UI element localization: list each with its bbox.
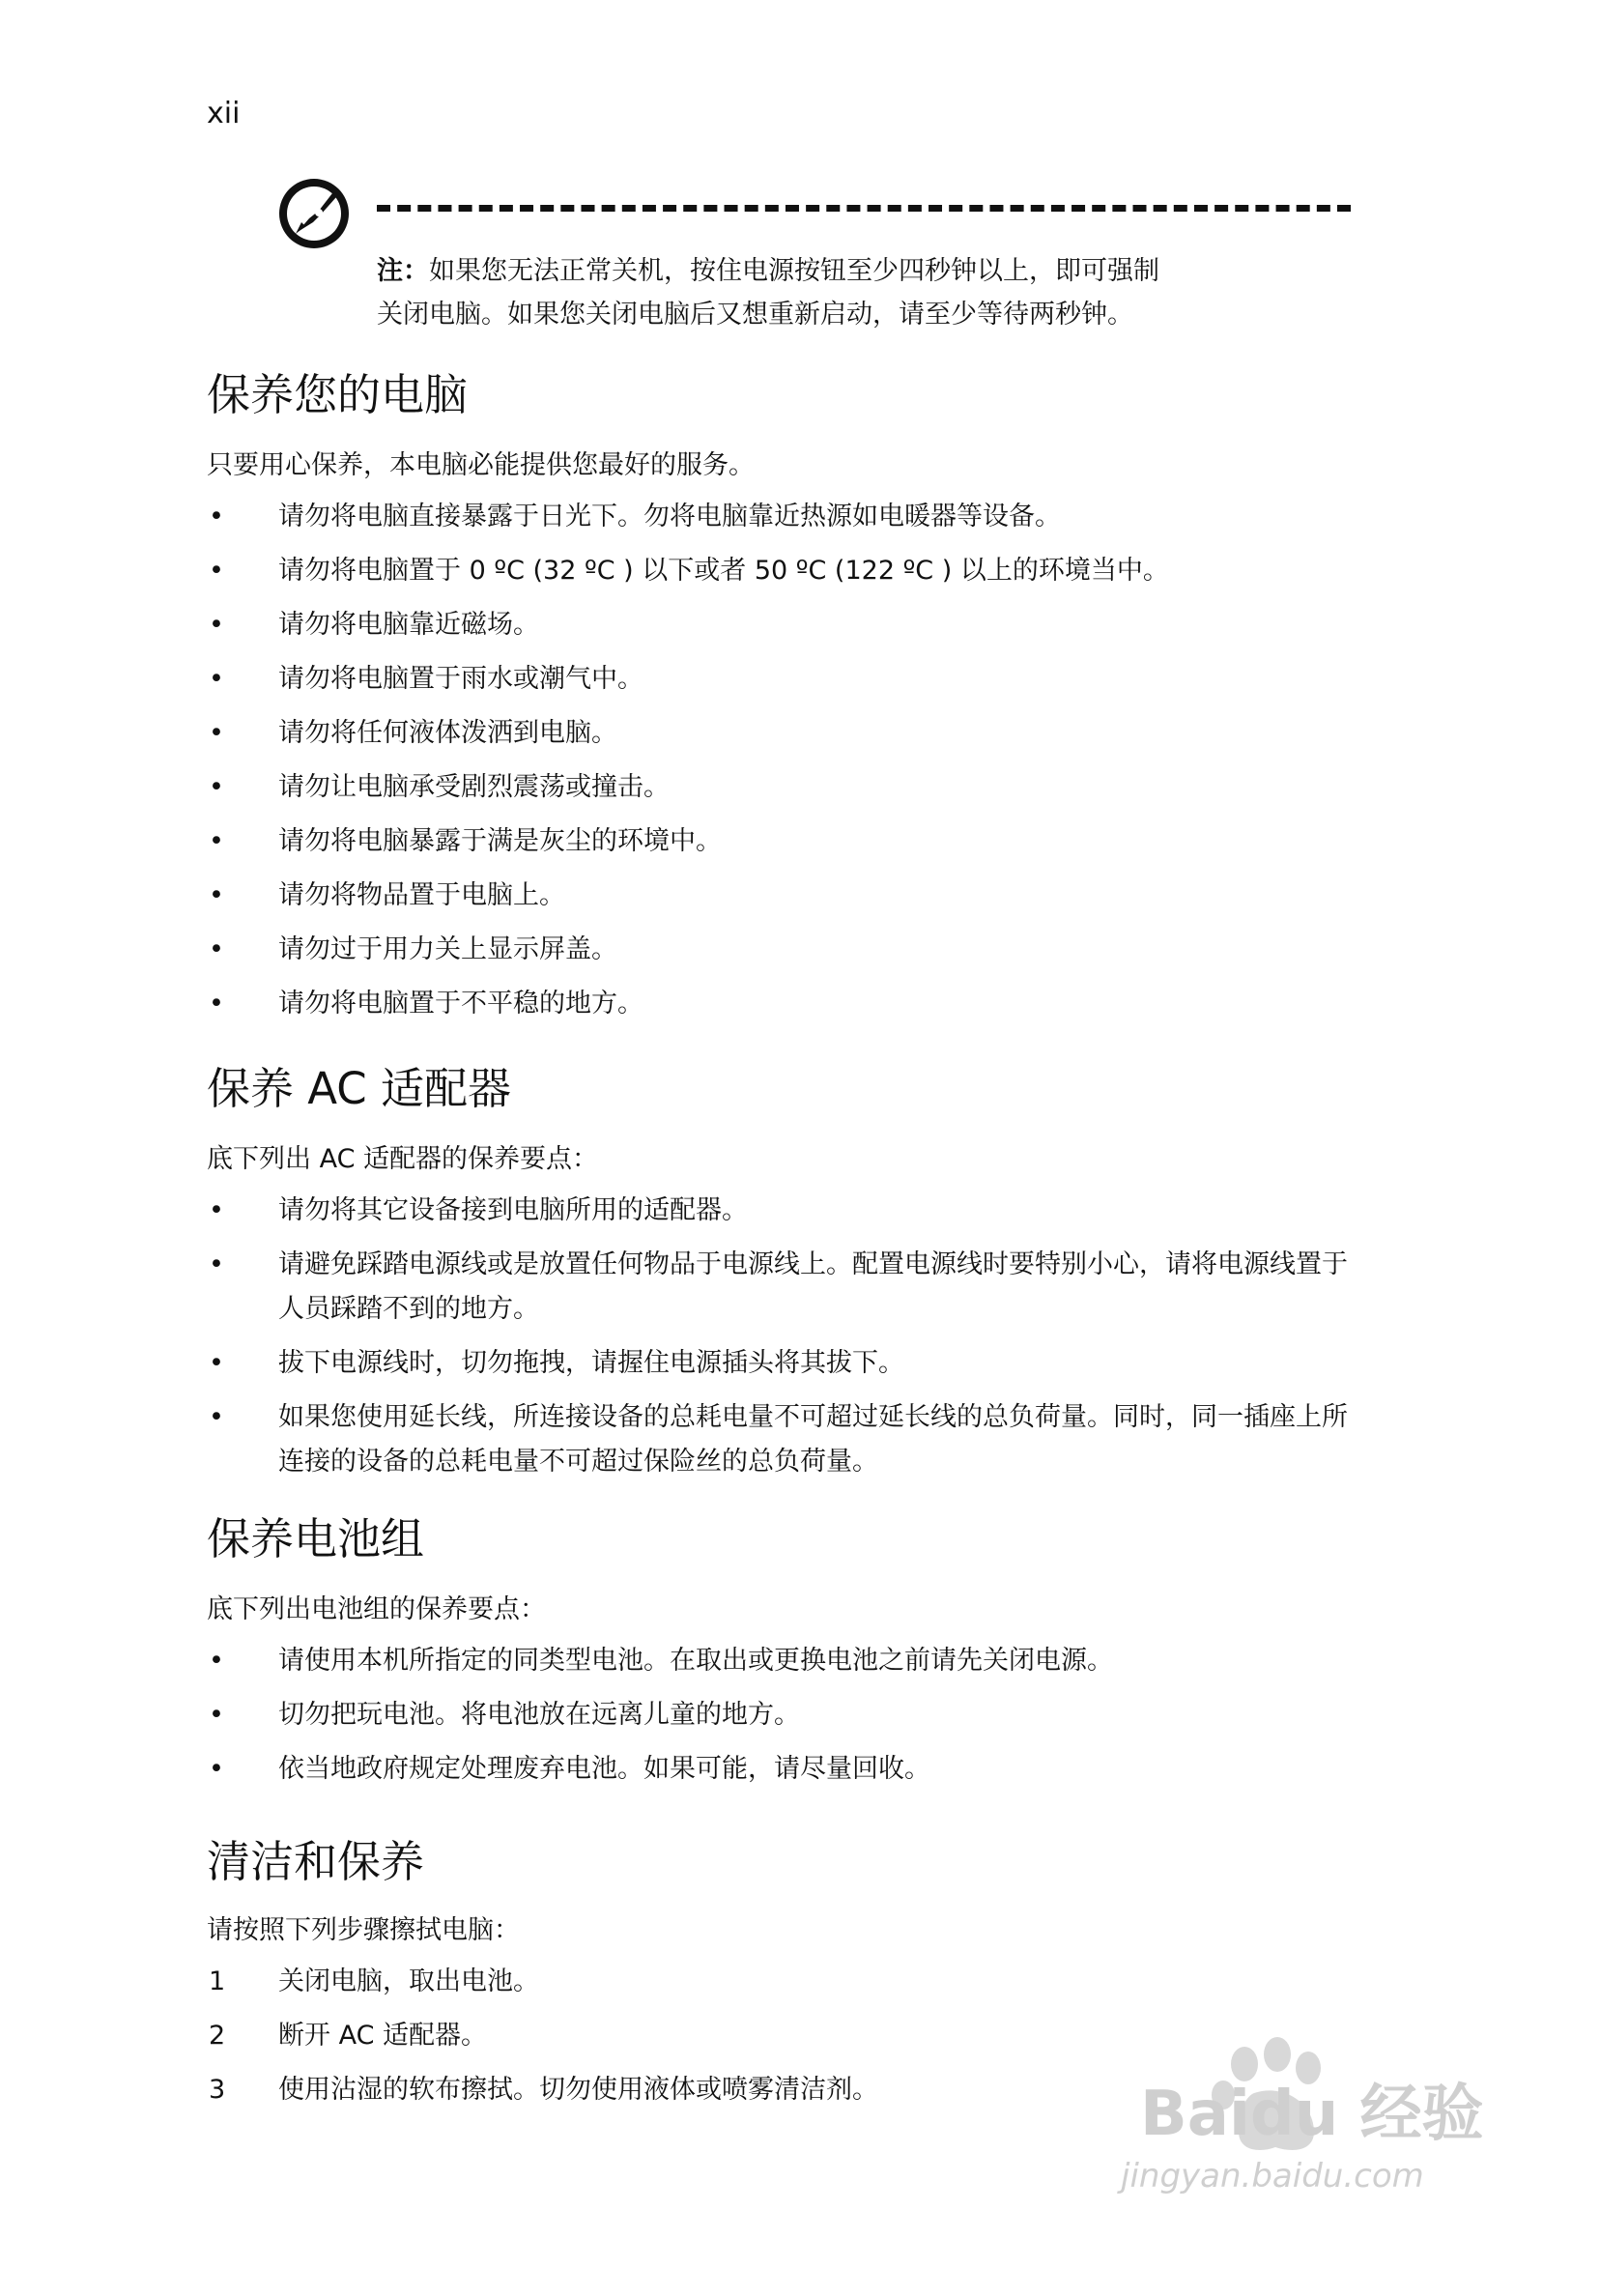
bullet-icon: • <box>209 826 224 856</box>
note-line-2: 关闭电脑。如果您关闭电脑后又想重新启动，请至少等待两秒钟。 <box>377 300 1133 330</box>
step-number: 1 <box>209 1966 226 1996</box>
note-divider <box>377 205 1351 212</box>
list-item <box>207 819 1366 864</box>
step-number: 3 <box>209 2075 226 2105</box>
section-title: 保养 AC 适配器 <box>207 1063 512 1114</box>
list-item <box>207 874 1366 918</box>
care-battery-list <box>207 1639 1366 1801</box>
section-intro: 底下列出 AC 适配器的保养要点： <box>207 1144 599 1174</box>
bullet-icon: • <box>209 1195 224 1225</box>
section-title: 保养您的电脑 <box>207 369 469 420</box>
list-item-text: 请勿过于用力关上显示屏盖。 <box>278 934 617 964</box>
step-text: 使用沾湿的软布擦拭。切勿使用液体或喷雾清洁剂。 <box>278 2075 878 2105</box>
list-item <box>207 1639 1366 1683</box>
list-item <box>207 603 1366 647</box>
list-item-text: 请勿将电脑置于雨水或潮气中。 <box>278 664 643 694</box>
note-block <box>377 249 1159 336</box>
bullet-icon: • <box>209 880 224 910</box>
list-item-text: 请避免踩踏电源线或是放置任何物品于电源线上。配置电源线时要特别小心，请将电源线置于人员踩踏不到的地方。 <box>278 1249 1348 1324</box>
list-item <box>207 1341 1366 1386</box>
list-item-text: 请勿让电脑承受剧烈震荡或撞击。 <box>278 772 670 802</box>
list-item-text: 请勿将电脑直接暴露于日光下。勿将电脑靠近热源如电暖器等设备。 <box>278 502 1061 531</box>
step-text: 断开 AC 适配器。 <box>278 2021 488 2051</box>
bullet-icon: • <box>209 610 224 640</box>
note-pen-icon <box>276 176 352 251</box>
list-item-text: 请勿将任何液体泼洒到电脑。 <box>278 718 617 748</box>
section-intro: 只要用心保养，本电脑必能提供您最好的服务。 <box>207 450 755 480</box>
bullet-icon: • <box>209 1700 224 1730</box>
list-item <box>207 657 1366 702</box>
care-adapter-list <box>207 1189 1366 1494</box>
list-item-text: 请勿将电脑靠近磁场。 <box>278 610 539 640</box>
list-item-text: 请勿将电脑暴露于满是灰尘的环境中。 <box>278 826 722 856</box>
list-item <box>207 549 1366 593</box>
list-item <box>207 982 1366 1026</box>
list-item <box>207 928 1366 972</box>
list-item <box>207 765 1366 810</box>
bullet-icon: • <box>209 718 224 748</box>
section-intro: 底下列出电池组的保养要点： <box>207 1594 546 1624</box>
list-item-text: 切勿把玩电池。将电池放在远离儿童的地方。 <box>278 1700 800 1730</box>
bullet-icon: • <box>209 1249 224 1279</box>
section-intro: 请按照下列步骤擦拭电脑： <box>207 1915 520 1945</box>
list-item-text: 如果您使用延长线，所连接设备的总耗电量不可超过延长线的总负荷量。同时，同一插座上所连接的设备的总耗电量不可超过保险丝的总负荷量。 <box>278 1402 1348 1477</box>
list-item <box>207 1189 1366 1233</box>
watermark-brand: Baidu 经验 <box>1140 2079 1484 2150</box>
list-item-text: 请勿将其它设备接到电脑所用的适配器。 <box>278 1195 748 1225</box>
bullet-icon: • <box>209 664 224 694</box>
step-number: 2 <box>209 2021 226 2051</box>
step-text: 关闭电脑，取出电池。 <box>278 1966 539 1996</box>
bullet-icon: • <box>209 934 224 964</box>
list-item-text: 请勿将物品置于电脑上。 <box>278 880 565 910</box>
list-item <box>207 711 1366 756</box>
list-item-text: 请勿将电脑置于 0 ºC (32 ºC ) 以下或者 50 ºC (122 ºC ) 以上的环境当中。 <box>278 556 1169 586</box>
bullet-icon: • <box>209 1754 224 1784</box>
note-label: 注： <box>377 256 429 286</box>
note-line-1: 注：如果您无法正常关机，按住电源按钮至少四秒钟以上，即可强制 <box>377 256 1159 286</box>
bullet-icon: • <box>209 1646 224 1676</box>
list-item-text: 请勿将电脑置于不平稳的地方。 <box>278 989 643 1019</box>
bullet-icon: • <box>209 502 224 531</box>
list-item <box>207 1747 1366 1792</box>
step-item <box>207 1960 1366 2004</box>
page-number: xii <box>207 97 241 130</box>
section-title: 清洁和保养 <box>207 1836 425 1887</box>
list-item-text: 请使用本机所指定的同类型电池。在取出或更换电池之前请先关闭电源。 <box>278 1646 1113 1676</box>
bullet-icon: • <box>209 772 224 802</box>
section-title: 保养电池组 <box>207 1513 425 1564</box>
bullet-icon: • <box>209 1348 224 1378</box>
watermark-url: jingyan.baidu.com <box>1121 2157 1424 2196</box>
bullet-icon: • <box>209 989 224 1019</box>
care-computer-list <box>207 495 1366 1036</box>
list-item-text: 依当地政府规定处理废弃电池。如果可能，请尽量回收。 <box>278 1754 930 1784</box>
list-item <box>207 1693 1366 1737</box>
list-item <box>207 1243 1366 1332</box>
bullet-icon: • <box>209 556 224 586</box>
list-item-text: 拔下电源线时，切勿拖拽，请握住电源插头将其拔下。 <box>278 1348 904 1378</box>
list-item <box>207 495 1366 539</box>
list-item <box>207 1395 1366 1484</box>
bullet-icon: • <box>209 1402 224 1432</box>
